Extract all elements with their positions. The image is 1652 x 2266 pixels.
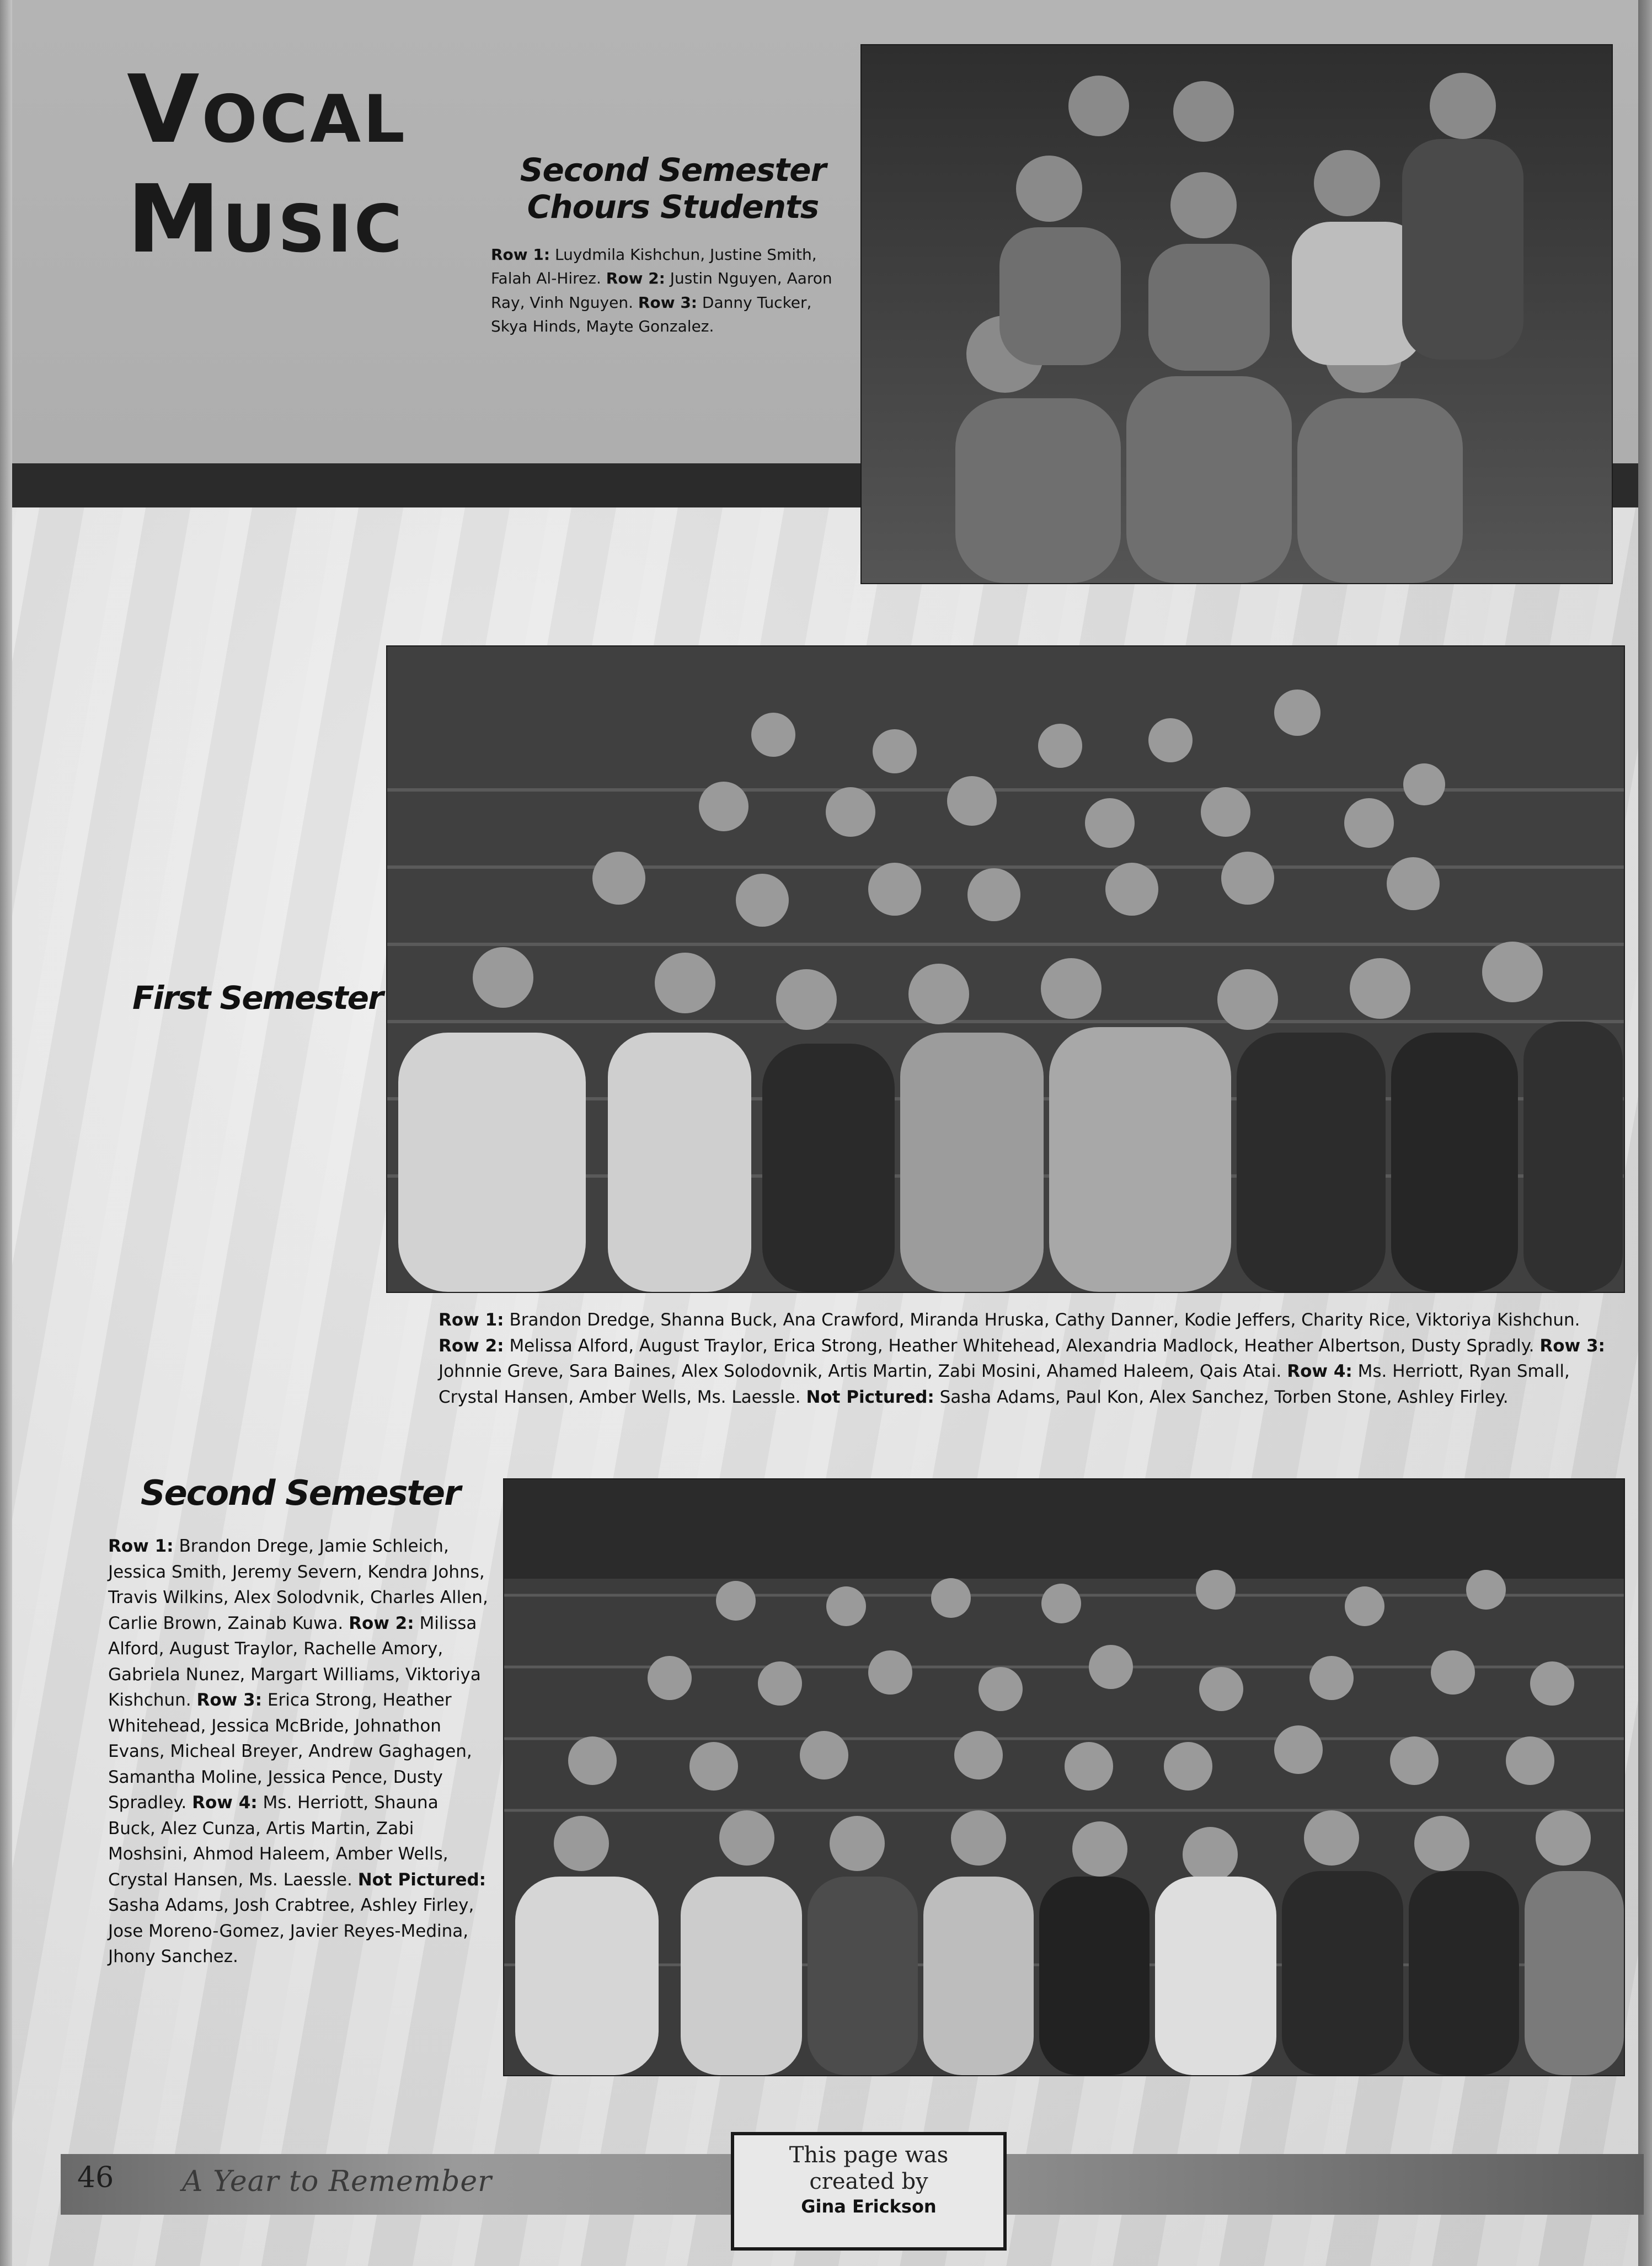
first-semester-group-photo: [386, 645, 1625, 1293]
first-row-3-names: Johnnie Greve, Sara Baines, Alex Solodovnik, Artis Martin, Zabi Mosini, Ahamed Haleem, Qais Atai.: [439, 1361, 1282, 1381]
credit-author: Gina Erickson: [801, 2196, 937, 2217]
first-row-4-names: Ms. Herriott, Ryan Small, Crystal Hansen, Amber Wells, Ms. Laessle.: [439, 1361, 1570, 1407]
second-semester-heading: Second Semester: [141, 1473, 460, 1513]
second-row-4-names: Ms. Herriott, Shauna Buck, Alez Cunza, Artis Martin, Zabi Moshsini, Ahmod Haleem, Amber Wells, Crystal Hansen, Ms. Laessle.: [108, 1793, 448, 1890]
first-row-1-names: Brandon Dredge, Shanna Buck, Ana Crawford, Miranda Hruska, Cathy Danner, Kodie Jeffers, Charity Rice, Viktoriya Kishchun.: [509, 1310, 1580, 1330]
second-row-2-label: Row 2:: [349, 1613, 414, 1633]
second-row-1-label: Row 1:: [108, 1536, 174, 1556]
second-semester-group-photo: [503, 1478, 1625, 2076]
chorus-caption: [491, 243, 849, 339]
second-not-pictured-label: Not Pictured:: [357, 1869, 486, 1890]
first-row-3-label: Row 3:: [1539, 1335, 1605, 1356]
chorus-row-2-label: Row 2:: [606, 269, 665, 288]
second-row-1-names: Brandon Drege, Jamie Schleich, Jessica Smith, Jeremy Severn, Kendra Johns, Travis Wilkins, Alex Solodvnik, Charles Allen, Carlie Brown, Zainab Kuwa.: [108, 1536, 488, 1633]
page-title-heading: [127, 55, 469, 274]
first-semester-heading: First Semester: [132, 979, 383, 1017]
title-line-1: Vocal: [127, 55, 407, 164]
chorus-heading: Second Semester Chours Students: [520, 151, 826, 226]
page-number: 46: [77, 2161, 114, 2194]
chorus-row-2-names: Justin Nguyen, Aaron Ray, Vinh Nguyen.: [491, 269, 832, 312]
title-line-2: Music: [127, 164, 405, 274]
second-not-pictured-names: Sasha Adams, Josh Crabtree, Ashley Firley, Jose Moreno-Gomez, Javier Reyes-Medina, Jhony Sanchez.: [108, 1895, 474, 1966]
first-not-pictured-label: Not Pictured:: [806, 1387, 934, 1407]
first-row-1-label: Row 1:: [439, 1310, 504, 1330]
first-row-2-label: Row 2:: [439, 1335, 504, 1356]
credit-line-2: created by: [809, 2169, 928, 2194]
second-row-3-label: Row 3:: [196, 1690, 263, 1710]
credit-box: [731, 2132, 1007, 2251]
second-semester-photo-placeholder: [504, 1479, 1624, 2075]
page-binding-edge: [0, 0, 12, 2266]
first-not-pictured-names: Sasha Adams, Paul Kon, Alex Sanchez, Torben Stone, Ashley Firley.: [939, 1387, 1509, 1407]
credit-line-1: This page was: [789, 2142, 949, 2168]
first-row-2-names: Melissa Alford, August Traylor, Erica Strong, Heather Whitehead, Alexandria Madlock, Heather Albertson, Dusty Spradly.: [509, 1335, 1535, 1356]
second-semester-caption: [108, 1533, 489, 1970]
chorus-group-photo: [860, 44, 1613, 584]
second-row-4-label: Row 4:: [192, 1793, 258, 1813]
second-row-2-names: Milissa Alford, August Traylor, Rachelle Amory, Gabriela Nunez, Margart Williams, Viktoriya Kishchun.: [108, 1613, 481, 1710]
chorus-row-1-label: Row 1:: [491, 245, 550, 264]
second-row-3-names: Erica Strong, Heather Whitehead, Jessica McBride, Johnathon Evans, Micheal Breyer, Andrew Gaghagen, Samantha Moline, Jessica Pence, Dusty Spradley.: [108, 1690, 472, 1813]
chorus-row-3-label: Row 3:: [638, 293, 697, 312]
chorus-row-1-names: Luydmila Kishchun, Justine Smith, Falah Al-Hirez.: [491, 245, 817, 288]
page-right-edge: [1638, 0, 1652, 2266]
chorus-photo-placeholder: [862, 45, 1612, 583]
first-semester-photo-placeholder: [387, 646, 1624, 1292]
first-row-4-label: Row 4:: [1287, 1361, 1352, 1381]
footer-title: A Year to Remember: [182, 2165, 493, 2198]
first-semester-caption: [439, 1307, 1624, 1410]
chorus-row-3-names: Danny Tucker, Skya Hinds, Mayte Gonzalez.: [491, 293, 812, 336]
